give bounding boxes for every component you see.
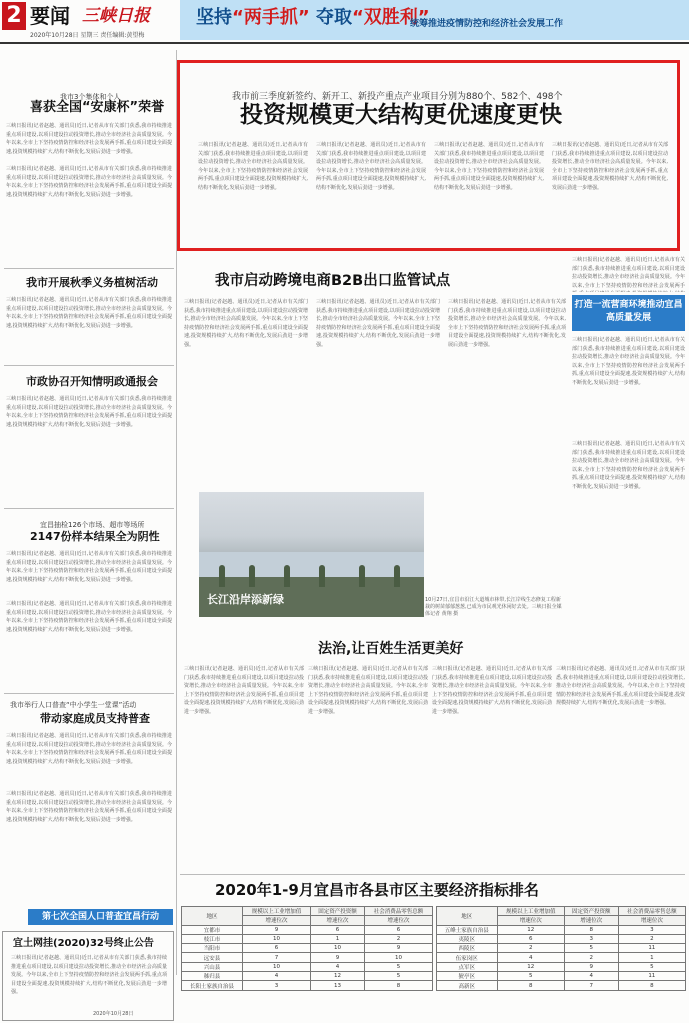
- table-cell-rank: 9: [310, 953, 364, 962]
- story5-title: 带动家庭成员支持普查: [40, 712, 150, 725]
- table-cell-rank: 2: [365, 934, 433, 943]
- story3-title: 市政协召开知情明政通报会: [26, 375, 158, 388]
- table-header-indicator: 社会消费品零售总额: [365, 907, 433, 916]
- dateline: 2020年10月28日 星期三 责任编辑:黄望梅: [30, 32, 145, 39]
- table-cell-region: 五峰土家族自治县: [437, 925, 498, 934]
- top-story-kicker: 我市前三季度新签约、新开工、新投产重点产业项目分别为880个、582个、498个: [232, 92, 563, 102]
- table-row: [182, 944, 433, 953]
- table-subheader-rank: 增速位次: [365, 916, 433, 925]
- newspaper-logo: 三峡日报: [82, 6, 150, 26]
- table-row: [437, 934, 686, 943]
- table-cell-rank: 11: [618, 944, 685, 953]
- page-number: 2: [2, 2, 26, 30]
- law-col-2: 三峡日报讯(记者赵越、通讯员)近日,记者从市有关部门获悉,我市持续推进重点项目建设,以项目建设拉动投资增长,推动全市经济社会高质量发展。今年以来,全市上下坚持疫情防控和经济社会发展两手抓,重点项目建设全面提速,投资规模持续扩大,结构不断优化,发展后劲进一步增强。: [308, 666, 428, 715]
- table-cell-rank: 9: [243, 925, 311, 934]
- table-cell-rank: 12: [497, 925, 564, 934]
- top-story-col-1: 三峡日报讯(记者赵越、通讯员)近日,记者从市有关部门获悉,我市持续推进重点项目建设,以项目建设拉动投资增长,推动全市经济社会高质量发展。今年以来,全市上下坚持疫情防控和经济社会发展两手抓,重点项目建设全面提速,投资规模持续扩大,结构不断优化,发展后劲进一步增强。: [198, 142, 308, 191]
- law-col-3: 三峡日报讯(记者赵越、通讯员)近日,记者从市有关部门获悉,我市持续推进重点项目建设,以项目建设拉动投资增长,推动全市经济社会高质量发展。今年以来,全市上下坚持疫情防控和经济社会发展两手抓,重点项目建设全面提速,投资规模持续扩大,结构不断优化,发展后劲进一步增强。: [432, 666, 552, 715]
- table-cell-region: 夷陵区: [437, 934, 498, 943]
- table-cell-rank: 5: [365, 972, 433, 981]
- photo-caption: 10月27日,宜昌市沿江大道城市林带,长江岸线生态修复工程新栽的树苗郁郁葱葱,已成为市民观光休闲好去处。三峡日报全媒体记者 黄翔 摄: [425, 597, 562, 617]
- section-divider: [4, 268, 174, 269]
- story5-body: 三峡日报讯(记者赵越、通讯员)近日,记者从市有关部门获悉,我市持续推进重点项目建设,以项目建设拉动投资增长,推动全市经济社会高质量发展。今年以来,全市上下坚持疫情防控和经济社会发展两手抓,重点项目建设全面提速,投资规模持续扩大,结构不断优化,发展后劲进一步增强。: [6, 733, 172, 765]
- table-cell-rank: 4: [243, 972, 311, 981]
- story4-title: 2147份样本结果全为阴性: [30, 530, 160, 543]
- table-row: [437, 925, 686, 934]
- b2b-col-2: 三峡日报讯(记者赵越、通讯员)近日,记者从市有关部门获悉,我市持续推进重点项目建设,以项目建设拉动投资增长,推动全市经济社会高质量发展。今年以来,全市上下坚持疫情防控和经济社会发展两手抓,重点项目建设全面提速,投资规模持续扩大,结构不断优化,发展后劲进一步增强。: [316, 299, 440, 348]
- table-cell-region: 猇亭区: [437, 972, 498, 981]
- table-row: [437, 944, 686, 953]
- table-cell-rank: 7: [243, 953, 311, 962]
- table-cell-rank: 1: [618, 953, 685, 962]
- table-row: [437, 981, 686, 990]
- table-header-indicator: 规模以上工业增加值: [243, 907, 311, 916]
- table-cell-rank: 8: [497, 981, 564, 990]
- section-name: 要闻: [30, 4, 70, 28]
- story1-title: 喜获全国“安康杯”荣誉: [30, 100, 165, 115]
- table-row: [437, 972, 686, 981]
- table-cell-region: 兴山县: [182, 962, 243, 971]
- b2b-col-1: 三峡日报讯(记者赵越、通讯员)近日,记者从市有关部门获悉,我市持续推进重点项目建设,以项目建设拉动投资增长,推动全市经济社会高质量发展。今年以来,全市上下坚持疫情防控和经济社会发展两手抓,重点项目建设全面提速,投资规模持续扩大,结构不断优化,发展后劲进一步增强。: [184, 299, 308, 348]
- section-divider: [4, 508, 174, 509]
- section-divider: [4, 365, 174, 366]
- table-cell-rank: 6: [365, 925, 433, 934]
- census-banner: 第七次全国人口普查宜昌行动: [28, 909, 173, 925]
- economic-table-left: [181, 906, 433, 991]
- table-header-row: [182, 907, 433, 916]
- section-divider: [4, 693, 174, 694]
- table-cell-rank: 3: [243, 981, 311, 990]
- table-cell-region: 点军区: [437, 962, 498, 971]
- table-cell-rank: 5: [564, 944, 618, 953]
- table-subheader-rank: 增速位次: [618, 916, 685, 925]
- table-row: [437, 962, 686, 971]
- table-cell-region: 长阳土家族自治县: [182, 981, 243, 990]
- story1-kicker: 我市3个集体和个人: [60, 93, 121, 101]
- table-cell-rank: 5: [365, 962, 433, 971]
- right-col-body-cont: 三峡日报讯(记者赵越、通讯员)近日,记者从市有关部门获悉,我市持续推进重点项目建设,以项目建设拉动投资增长,推动全市经济社会高质量发展。今年以来,全市上下坚持疫情防控和经济社会发展两手抓,重点项目建设全面提速,投资规模持续扩大,结构不断优化,发展后劲进一步增强。: [572, 441, 685, 490]
- banner-slogan: [196, 6, 430, 30]
- table-subheader-rank: 增速位次: [243, 916, 311, 925]
- business-environment-box: 打造一流营商环境推动宜昌高质量发展: [572, 295, 685, 331]
- table-cell-rank: 9: [564, 962, 618, 971]
- land-notice: [2, 931, 174, 1021]
- top-story-title: 投资规模更大结构更优速度更快: [240, 102, 562, 128]
- table-cell-rank: 10: [310, 944, 364, 953]
- table-cell-rank: 2: [497, 944, 564, 953]
- b2b-col-3: 三峡日报讯(记者赵越、通讯员)近日,记者从市有关部门获悉,我市持续推进重点项目建设,以项目建设拉动投资增长,推动全市经济社会高质量发展。今年以来,全市上下坚持疫情防控和经济社会发展两手抓,重点项目建设全面提速,投资规模持续扩大,结构不断优化,发展后劲进一步增强。: [448, 299, 566, 348]
- table-cell-rank: 10: [243, 962, 311, 971]
- table-row: [182, 981, 433, 990]
- table-subheader-rank: 增速位次: [564, 916, 618, 925]
- table-cell-rank: 12: [310, 972, 364, 981]
- page-header: [0, 0, 689, 40]
- top-story-col-3: 三峡日报讯(记者赵越、通讯员)近日,记者从市有关部门获悉,我市持续推进重点项目建设,以项目建设拉动投资增长,推动全市经济社会高质量发展。今年以来,全市上下坚持疫情防控和经济社会发展两手抓,重点项目建设全面提速,投资规模持续扩大,结构不断优化,发展后劲进一步增强。: [434, 142, 544, 191]
- table-cell-rank: 11: [618, 972, 685, 981]
- table-header-indicator: 固定资产投资额: [310, 907, 364, 916]
- table-cell-rank: 2: [618, 934, 685, 943]
- banner-quote-2: “双胜利”: [351, 7, 430, 28]
- story4-body: 三峡日报讯(记者赵越、通讯员)近日,记者从市有关部门获悉,我市持续推进重点项目建设,以项目建设拉动投资增长,推动全市经济社会高质量发展。今年以来,全市上下坚持疫情防控和经济社会发展两手抓,重点项目建设全面提速,投资规模持续扩大,结构不断优化,发展后劲进一步增强。: [6, 551, 172, 583]
- top-story-col-4: 三峡日报讯(记者赵越、通讯员)近日,记者从市有关部门获悉,我市持续推进重点项目建设,以项目建设拉动投资增长,推动全市经济社会高质量发展。今年以来,全市上下坚持疫情防控和经济社会发展两手抓,重点项目建设全面提速,投资规模持续扩大,结构不断优化,发展后劲进一步增强。: [552, 142, 668, 191]
- header-rule: [0, 42, 689, 44]
- table-cell-rank: 7: [564, 981, 618, 990]
- table-cell-rank: 3: [564, 934, 618, 943]
- table-cell-rank: 4: [497, 953, 564, 962]
- table-cell-rank: 3: [618, 925, 685, 934]
- law-col-4: 三峡日报讯(记者赵越、通讯员)近日,记者从市有关部门获悉,我市持续推进重点项目建设,以项目建设拉动投资增长,推动全市经济社会高质量发展。今年以来,全市上下坚持疫情防控和经济社会发展两手抓,重点项目建设全面提速,投资规模持续扩大,结构不断优化,发展后劲进一步增强。: [556, 666, 685, 706]
- banner-mid: 夺取: [309, 7, 352, 28]
- story4-kicker: 宜昌抽检126个市场、超市等场所: [40, 521, 145, 529]
- right-col-body: 三峡日报讯(记者赵越、通讯员)近日,记者从市有关部门获悉,我市持续推进重点项目建设,以项目建设拉动投资增长,推动全市经济社会高质量发展。今年以来,全市上下坚持疫情防控和经济社会发展两手抓,重点项目建设全面提速,投资规模持续扩大,结构不断优化,发展后劲进一步增强。: [572, 337, 685, 386]
- table-cell-region: 远安县: [182, 953, 243, 962]
- photo-title: 长江沿岸添新绿: [207, 593, 284, 606]
- law-col-1: 三峡日报讯(记者赵越、通讯员)近日,记者从市有关部门获悉,我市持续推进重点项目建设,以项目建设拉动投资增长,推动全市经济社会高质量发展。今年以来,全市上下坚持疫情防控和经济社会发展两手抓,重点项目建设全面提速,投资规模持续扩大,结构不断优化,发展后劲进一步增强。: [184, 666, 304, 715]
- table-cell-region: 高新区: [437, 981, 498, 990]
- table-cell-rank: 10: [365, 953, 433, 962]
- table-cell-region: 秭归县: [182, 972, 243, 981]
- banner-quote-1: “两手抓”: [232, 7, 310, 28]
- story3-body: 三峡日报讯(记者赵越、通讯员)近日,记者从市有关部门获悉,我市持续推进重点项目建设,以项目建设拉动投资增长,推动全市经济社会高质量发展。今年以来,全市上下坚持疫情防控和经济社会发展两手抓,重点项目建设全面提速,投资规模持续扩大,结构不断优化,发展后劲进一步增强。: [6, 396, 172, 428]
- story1-body-cont: 三峡日报讯(记者赵越、通讯员)近日,记者从市有关部门获悉,我市持续推进重点项目建设,以项目建设拉动投资增长,推动全市经济社会高质量发展。今年以来,全市上下坚持疫情防控和经济社会发展两手抓,重点项目建设全面提速,投资规模持续扩大,结构不断优化,发展后劲进一步增强。: [6, 166, 172, 198]
- table-cell-rank: 5: [497, 972, 564, 981]
- law-title: 法治,让百姓生活更美好: [318, 641, 464, 657]
- table-row: [437, 953, 686, 962]
- table-cell-region: 宜都市: [182, 925, 243, 934]
- economic-table-right: [436, 906, 686, 991]
- notice-title: 宜土网挂(2020)32号终止公告: [13, 938, 154, 949]
- table-cell-rank: 6: [497, 934, 564, 943]
- notice-body: 三峡日报讯(记者赵越、通讯员)近日,记者从市有关部门获悉,我市持续推进重点项目建设,以项目建设拉动投资增长,推动全市经济社会高质量发展。今年以来,全市上下坚持疫情防控和经济社会发展两手抓,重点项目建设全面提速,投资规模持续扩大,结构不断优化,发展后劲进一步增强。: [11, 955, 167, 995]
- table-cell-rank: 1: [310, 934, 364, 943]
- table-header-region: 地区: [182, 907, 243, 926]
- table-cell-rank: 10: [243, 934, 311, 943]
- table-cell-rank: 9: [365, 944, 433, 953]
- banner-lead: 坚持: [196, 7, 232, 28]
- top-story-highlight: [177, 60, 680, 251]
- table-cell-rank: 8: [564, 925, 618, 934]
- table-header-indicator: 社会消费品零售总额: [618, 907, 685, 916]
- table-cell-rank: 8: [618, 981, 685, 990]
- table-cell-region: 西陵区: [437, 944, 498, 953]
- table-cell-rank: 4: [310, 962, 364, 971]
- table-cell-rank: 12: [497, 962, 564, 971]
- story2-body: 三峡日报讯(记者赵越、通讯员)近日,记者从市有关部门获悉,我市持续推进重点项目建设,以项目建设拉动投资增长,推动全市经济社会高质量发展。今年以来,全市上下坚持疫情防控和经济社会发展两手抓,重点项目建设全面提速,投资规模持续扩大,结构不断优化,发展后劲进一步增强。: [6, 297, 172, 329]
- story4-body-cont: 三峡日报讯(记者赵越、通讯员)近日,记者从市有关部门获悉,我市持续推进重点项目建设,以项目建设拉动投资增长,推动全市经济社会高质量发展。今年以来,全市上下坚持疫情防控和经济社会发展两手抓,重点项目建设全面提速,投资规模持续扩大,结构不断优化,发展后劲进一步增强。: [6, 601, 172, 633]
- table-header-row: [437, 907, 686, 916]
- story5-kicker: 我市举行人口普查“中小学生一堂课”活动: [10, 701, 137, 709]
- table-row: [182, 962, 433, 971]
- table-cell-rank: 2: [564, 953, 618, 962]
- table-header-indicator: 规模以上工业增加值: [497, 907, 564, 916]
- story2-title: 我市开展秋季义务植树活动: [26, 276, 158, 289]
- table-cell-rank: 13: [310, 981, 364, 990]
- table-cell-region: 伍家岗区: [437, 953, 498, 962]
- table-header-region: 地区: [437, 907, 498, 926]
- table-cell-region: 当阳市: [182, 944, 243, 953]
- notice-date: 2020年10月28日: [93, 1011, 134, 1017]
- table-cell-rank: 8: [365, 981, 433, 990]
- table-row: [182, 953, 433, 962]
- table-row: [182, 934, 433, 943]
- table-cell-rank: 6: [243, 944, 311, 953]
- section-divider: [180, 874, 685, 875]
- right-col-top: 三峡日报讯(记者赵越、通讯员)近日,记者从市有关部门获悉,我市持续推进重点项目建设,以项目建设拉动投资增长,推动全市经济社会高质量发展。今年以来,全市上下坚持疫情防控和经济社会发展两手: [572, 257, 685, 289]
- table-cell-rank: 6: [310, 925, 364, 934]
- table-subheader-rank: 增速位次: [310, 916, 364, 925]
- story1-body: 三峡日报讯(记者赵越、通讯员)近日,记者从市有关部门获悉,我市持续推进重点项目建设,以项目建设拉动投资增长,推动全市经济社会高质量发展。今年以来,全市上下坚持疫情防控和经济社会发展两手抓,重点项目建设全面提速,投资规模持续扩大,结构不断优化,发展后劲进一步增强。: [6, 123, 172, 155]
- table-row: [182, 925, 433, 934]
- theme-banner: [180, 0, 689, 40]
- table-cell-region: 枝江市: [182, 934, 243, 943]
- table-row: [182, 972, 433, 981]
- table-cell-rank: 5: [618, 962, 685, 971]
- table-title: 2020年1-9月宜昌市各县市区主要经济指标排名: [215, 881, 539, 899]
- table-subheader-rank: 增速位次: [497, 916, 564, 925]
- table-cell-rank: 4: [564, 972, 618, 981]
- top-story-col-2: 三峡日报讯(记者赵越、通讯员)近日,记者从市有关部门获悉,我市持续推进重点项目建设,以项目建设拉动投资增长,推动全市经济社会高质量发展。今年以来,全市上下坚持疫情防控和经济社会发展两手抓,重点项目建设全面提速,投资规模持续扩大,结构不断优化,发展后劲进一步增强。: [316, 142, 426, 191]
- story5-body-cont: 三峡日报讯(记者赵越、通讯员)近日,记者从市有关部门获悉,我市持续推进重点项目建设,以项目建设拉动投资增长,推动全市经济社会高质量发展。今年以来,全市上下坚持疫情防控和经济社会发展两手抓,重点项目建设全面提速,投资规模持续扩大,结构不断优化,发展后劲进一步增强。: [6, 791, 172, 823]
- banner-subtitle: 统筹推进疫情防控和经济社会发展工作: [410, 19, 564, 29]
- table-header-indicator: 固定资产投资额: [564, 907, 618, 916]
- b2b-title: 我市启动跨境电商B2B出口监管试点: [215, 273, 451, 289]
